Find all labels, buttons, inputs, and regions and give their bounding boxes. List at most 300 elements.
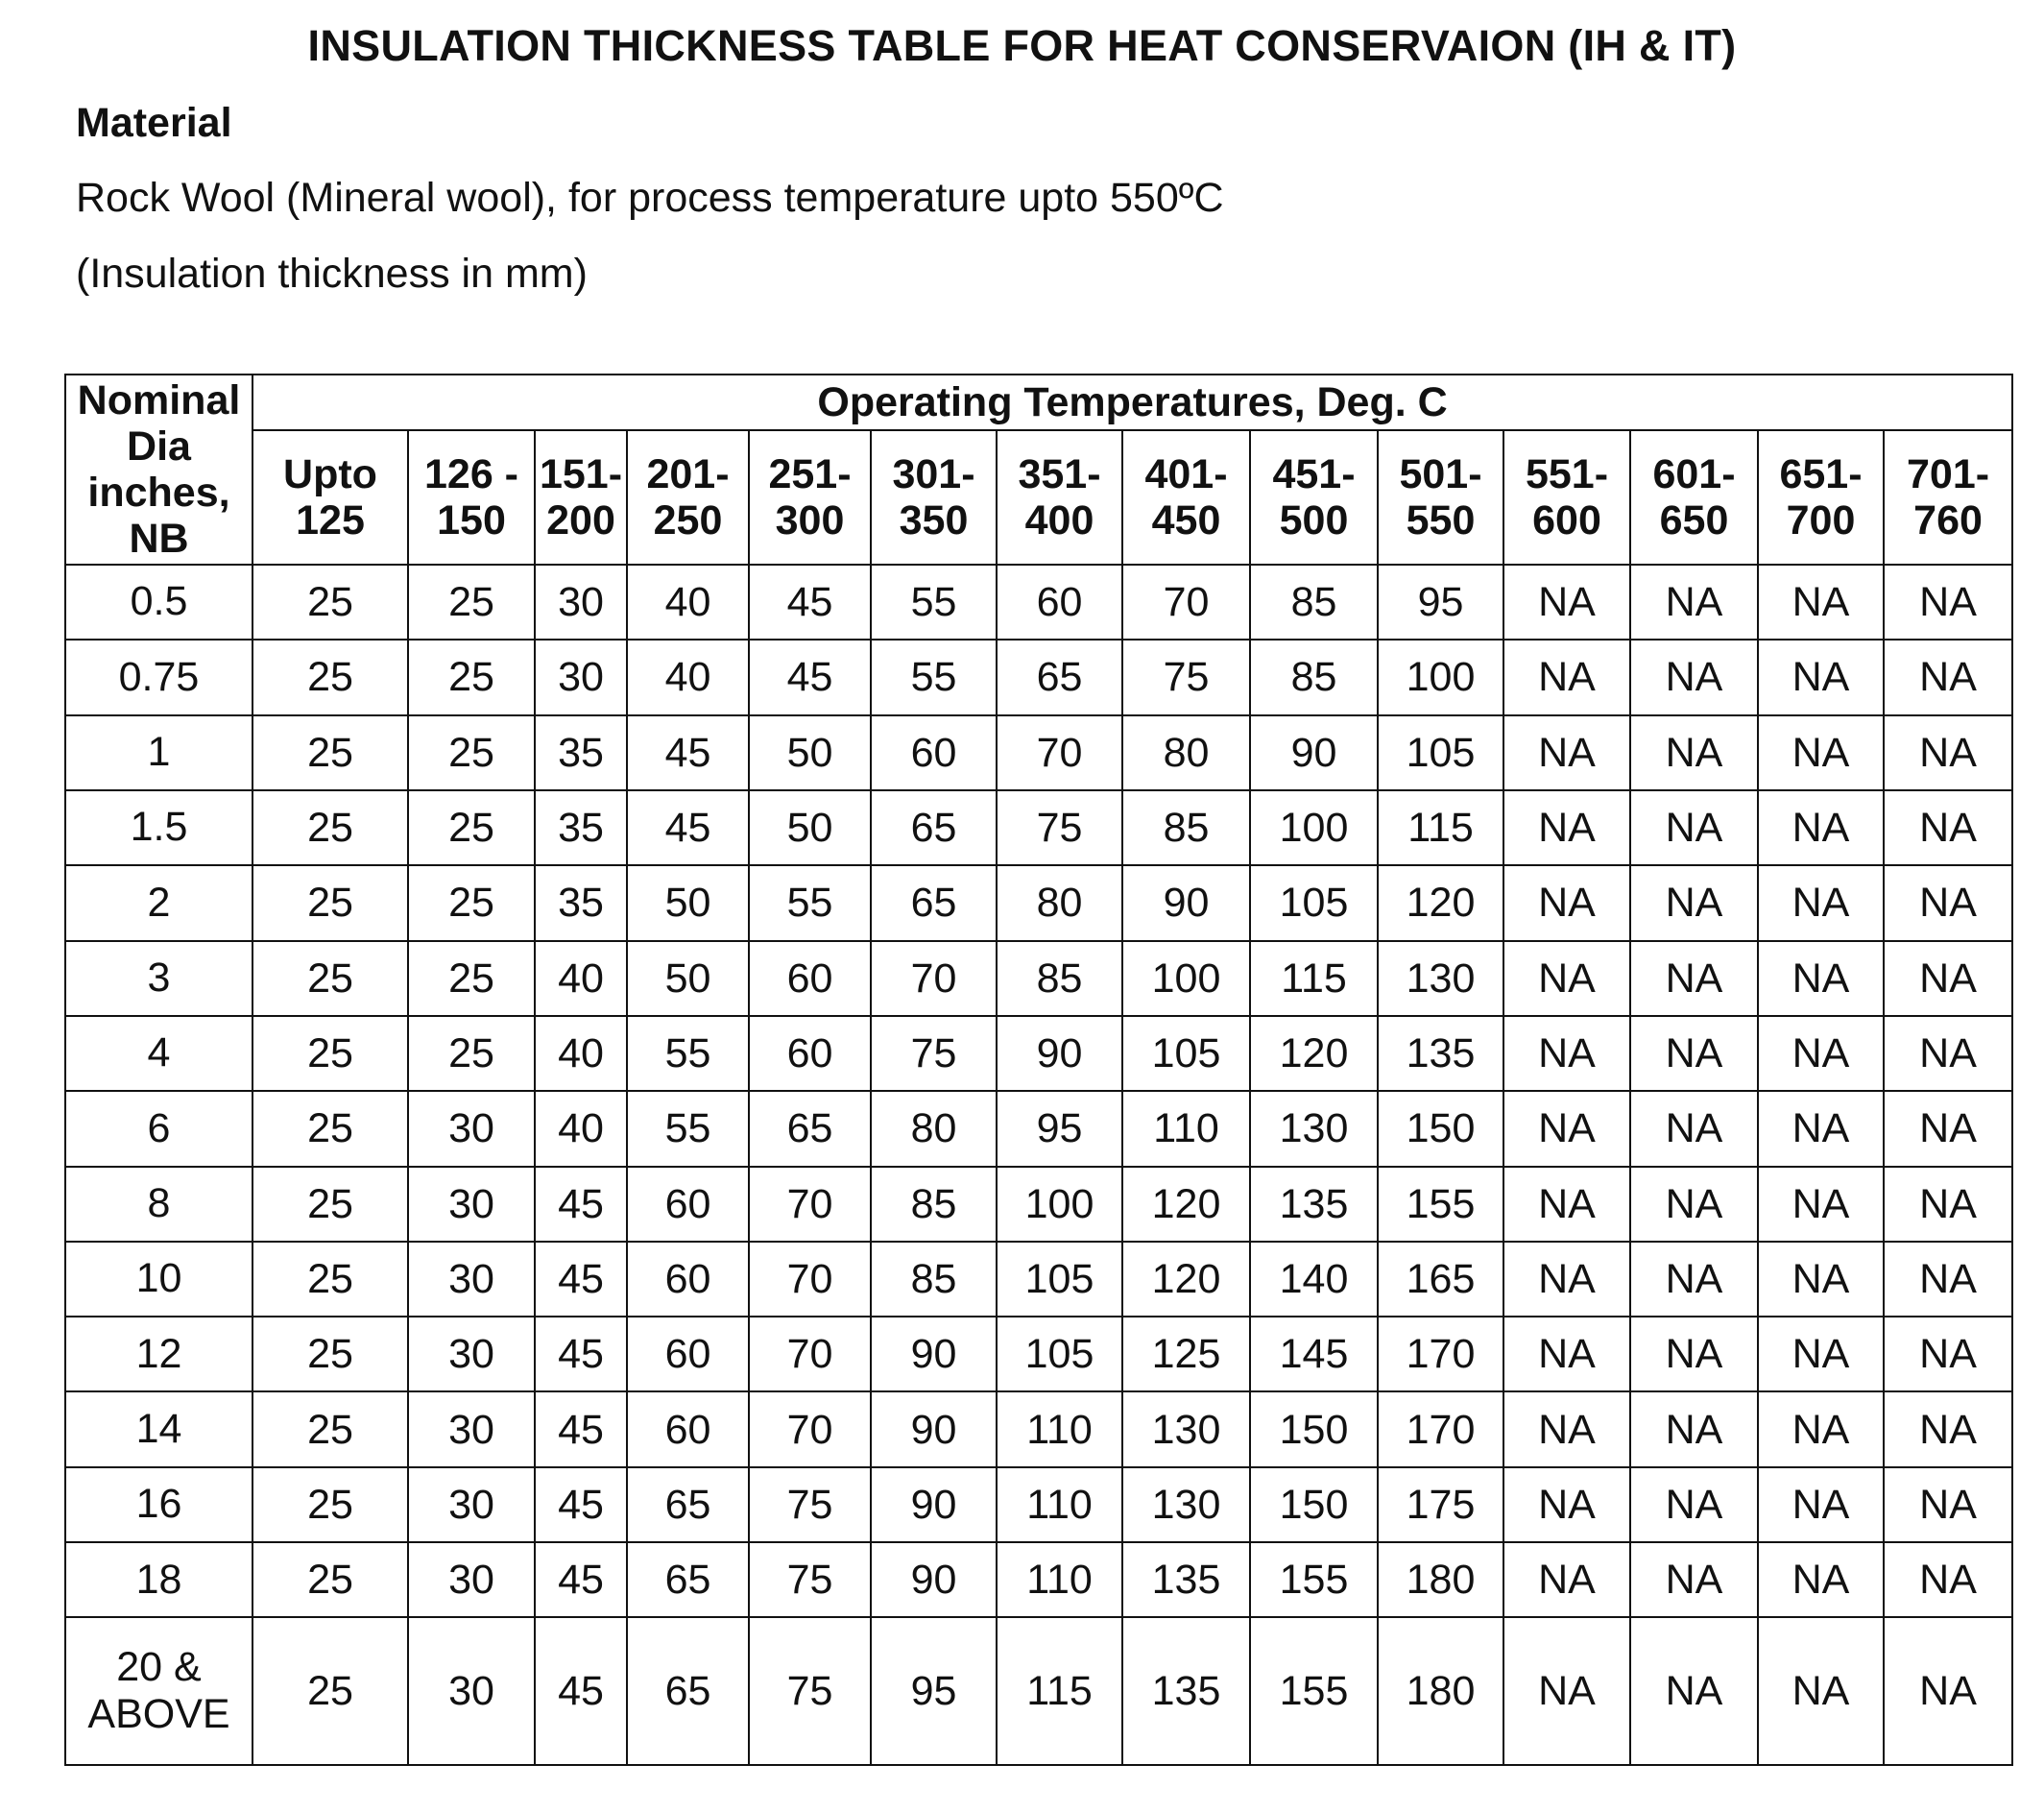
thickness-cell: NA <box>1503 715 1630 790</box>
thickness-cell: NA <box>1758 1542 1884 1617</box>
thickness-cell: 45 <box>749 565 871 640</box>
thickness-cell: 25 <box>408 865 535 940</box>
thickness-cell: 65 <box>749 1091 871 1166</box>
thickness-cell: 45 <box>535 1542 627 1617</box>
thickness-cell: 35 <box>535 715 627 790</box>
thickness-cell: 90 <box>871 1542 997 1617</box>
thickness-cell: 115 <box>997 1617 1122 1765</box>
thickness-cell: NA <box>1884 1242 2012 1317</box>
thickness-cell: 105 <box>997 1317 1122 1391</box>
thickness-cell: 165 <box>1378 1242 1503 1317</box>
thickness-cell: NA <box>1630 1242 1758 1317</box>
thickness-cell: NA <box>1630 865 1758 940</box>
temp-range-header <box>1884 430 2012 565</box>
nominal-dia-line: 14 <box>135 1405 182 1452</box>
thickness-cell: 75 <box>749 1617 871 1765</box>
thickness-cell: NA <box>1758 715 1884 790</box>
thickness-cell: NA <box>1503 1016 1630 1091</box>
thickness-cell: 130 <box>1250 1091 1378 1166</box>
thickness-cell: 65 <box>627 1542 749 1617</box>
thickness-cell: 30 <box>408 1467 535 1542</box>
temp-range-header <box>1378 430 1503 565</box>
thickness-cell: 155 <box>1250 1617 1378 1765</box>
thickness-cell: 150 <box>1250 1391 1378 1466</box>
thickness-cell: 90 <box>871 1317 997 1391</box>
thickness-cell: 60 <box>997 565 1122 640</box>
thickness-cell: 135 <box>1122 1542 1250 1617</box>
thickness-cell: 25 <box>408 941 535 1016</box>
thickness-cell: 40 <box>535 1016 627 1091</box>
thickness-cell: 25 <box>252 715 408 790</box>
thickness-cell: 90 <box>871 1467 997 1542</box>
thickness-cell: NA <box>1503 1391 1630 1466</box>
thickness-cell: 105 <box>1122 1016 1250 1091</box>
thickness-cell: 80 <box>1122 715 1250 790</box>
thickness-cell: 145 <box>1250 1317 1378 1391</box>
temp-range-line: 451- <box>1272 450 1356 497</box>
thickness-cell: 150 <box>1378 1091 1503 1166</box>
thickness-cell: 25 <box>252 1091 408 1166</box>
thickness-cell: 170 <box>1378 1317 1503 1391</box>
nominal-dia-line: 0.75 <box>118 653 200 700</box>
thickness-cell: 70 <box>749 1317 871 1391</box>
thickness-cell: 25 <box>252 865 408 940</box>
thickness-cell: NA <box>1884 715 2012 790</box>
thickness-cell: NA <box>1884 1317 2012 1391</box>
thickness-cell: 105 <box>997 1242 1122 1317</box>
thickness-cell: 85 <box>1250 640 1378 714</box>
thickness-cell: 30 <box>535 565 627 640</box>
thickness-cell: NA <box>1503 790 1630 865</box>
thickness-cell: 90 <box>871 1391 997 1466</box>
thickness-cell: 140 <box>1250 1242 1378 1317</box>
thickness-cell: 65 <box>627 1617 749 1765</box>
thickness-cell: 55 <box>627 1091 749 1166</box>
thickness-cell: NA <box>1884 565 2012 640</box>
thickness-cell: 25 <box>408 640 535 714</box>
thickness-cell: NA <box>1630 1016 1758 1091</box>
thickness-cell: 70 <box>871 941 997 1016</box>
thickness-cell: NA <box>1758 1242 1884 1317</box>
thickness-cell: 30 <box>408 1391 535 1466</box>
dia-header-line: Dia <box>127 423 191 470</box>
material-label: Material <box>76 100 232 146</box>
thickness-cell: 30 <box>408 1617 535 1765</box>
table-row <box>65 1617 2012 1765</box>
nominal-dia-line: 3 <box>147 955 171 1001</box>
thickness-cell: 135 <box>1250 1167 1378 1242</box>
thickness-cell: NA <box>1503 941 1630 1016</box>
thickness-cell: 105 <box>1250 865 1378 940</box>
temp-range-header <box>535 430 627 565</box>
temp-range-line: 551- <box>1525 450 1609 497</box>
temp-range-header <box>871 430 997 565</box>
temp-range-header <box>627 430 749 565</box>
nominal-dia-line: ABOVE <box>87 1691 230 1738</box>
operating-temperatures-header: Operating Temperatures, Deg. C <box>252 375 2012 430</box>
thickness-cell: NA <box>1758 790 1884 865</box>
thickness-cell: 75 <box>749 1542 871 1617</box>
table-row <box>65 640 2012 714</box>
nominal-dia-line: 0.5 <box>130 578 188 625</box>
thickness-cell: 85 <box>1122 790 1250 865</box>
thickness-cell: NA <box>1758 1391 1884 1466</box>
thickness-cell: 90 <box>1250 715 1378 790</box>
thickness-cell: 95 <box>1378 565 1503 640</box>
thickness-cell: 45 <box>627 715 749 790</box>
temp-range-line: 450 <box>1151 497 1221 544</box>
thickness-cell: 85 <box>1250 565 1378 640</box>
thickness-cell: 100 <box>1122 941 1250 1016</box>
thickness-cell: 60 <box>749 1016 871 1091</box>
thickness-cell: 130 <box>1122 1391 1250 1466</box>
table-row <box>65 1542 2012 1617</box>
temp-range-line: 350 <box>899 497 969 544</box>
thickness-cell: 45 <box>535 1467 627 1542</box>
thickness-cell: NA <box>1630 1167 1758 1242</box>
temp-range-header <box>1503 430 1630 565</box>
thickness-cell: 25 <box>252 1317 408 1391</box>
thickness-cell: 110 <box>997 1391 1122 1466</box>
thickness-cell: 25 <box>252 1542 408 1617</box>
thickness-cell: 45 <box>749 640 871 714</box>
nominal-dia-cell <box>65 1391 252 1466</box>
thickness-cell: 25 <box>252 790 408 865</box>
thickness-cell: 70 <box>749 1391 871 1466</box>
thickness-cell: 50 <box>627 865 749 940</box>
thickness-cell: NA <box>1630 1542 1758 1617</box>
thickness-cell: 30 <box>408 1542 535 1617</box>
nominal-dia-cell <box>65 941 252 1016</box>
thickness-cell: 115 <box>1250 941 1378 1016</box>
thickness-cell: 85 <box>871 1242 997 1317</box>
thickness-cell: 60 <box>627 1242 749 1317</box>
thickness-cell: NA <box>1630 640 1758 714</box>
nominal-dia-cell <box>65 565 252 640</box>
thickness-cell: 55 <box>871 640 997 714</box>
thickness-cell: 135 <box>1122 1617 1250 1765</box>
temp-range-line: 500 <box>1279 497 1349 544</box>
thickness-cell: 40 <box>627 565 749 640</box>
temp-range-line: 700 <box>1786 497 1856 544</box>
thickness-cell: 30 <box>408 1317 535 1391</box>
temp-range-header <box>749 430 871 565</box>
thickness-cell: 120 <box>1250 1016 1378 1091</box>
thickness-cell: 60 <box>627 1391 749 1466</box>
thickness-cell: 90 <box>1122 865 1250 940</box>
thickness-cell: 25 <box>252 941 408 1016</box>
thickness-cell: 85 <box>871 1167 997 1242</box>
temp-range-header <box>408 430 535 565</box>
thickness-cell: 130 <box>1378 941 1503 1016</box>
temp-range-line: 201- <box>646 450 730 497</box>
thickness-cell: 40 <box>535 941 627 1016</box>
thickness-cell: 105 <box>1378 715 1503 790</box>
thickness-cell: NA <box>1758 941 1884 1016</box>
temp-range-header <box>997 430 1122 565</box>
table-body <box>65 565 2012 1765</box>
thickness-cell: 75 <box>871 1016 997 1091</box>
thickness-cell: 100 <box>997 1167 1122 1242</box>
temp-range-line: 650 <box>1659 497 1729 544</box>
temp-range-line: 126 - <box>423 450 518 497</box>
thickness-cell: 75 <box>1122 640 1250 714</box>
nominal-dia-cell <box>65 1242 252 1317</box>
thickness-cell: NA <box>1758 865 1884 940</box>
thickness-cell: 65 <box>871 790 997 865</box>
thickness-cell: 45 <box>627 790 749 865</box>
thickness-cell: 70 <box>1122 565 1250 640</box>
thickness-cell: NA <box>1758 1167 1884 1242</box>
thickness-cell: 60 <box>627 1167 749 1242</box>
thickness-cell: 75 <box>749 1467 871 1542</box>
temp-range-line: 150 <box>437 497 506 544</box>
thickness-cell: 30 <box>408 1091 535 1166</box>
temp-range-line: 600 <box>1532 497 1601 544</box>
thickness-cell: NA <box>1884 1542 2012 1617</box>
thickness-cell: 180 <box>1378 1542 1503 1617</box>
nominal-dia-line: 8 <box>147 1179 171 1226</box>
thickness-cell: 60 <box>627 1317 749 1391</box>
thickness-cell: 65 <box>871 865 997 940</box>
temp-range-line: 400 <box>1024 497 1094 544</box>
nominal-dia-line: 1.5 <box>130 804 188 851</box>
table-row <box>65 1467 2012 1542</box>
temp-range-header <box>252 430 408 565</box>
thickness-cell: 75 <box>997 790 1122 865</box>
thickness-cell: 25 <box>408 565 535 640</box>
thickness-cell: NA <box>1630 1617 1758 1765</box>
table-row <box>65 1391 2012 1466</box>
thickness-cell: NA <box>1884 1016 2012 1091</box>
thickness-cell: 135 <box>1378 1016 1503 1091</box>
nominal-dia-cell <box>65 865 252 940</box>
thickness-cell: 30 <box>408 1242 535 1317</box>
unit-note: (Insulation thickness in mm) <box>76 251 588 297</box>
thickness-cell: 100 <box>1250 790 1378 865</box>
thickness-cell: 115 <box>1378 790 1503 865</box>
temp-range-line: 151- <box>539 450 623 497</box>
thickness-cell: NA <box>1630 790 1758 865</box>
thickness-cell: NA <box>1884 790 2012 865</box>
nominal-dia-cell <box>65 1617 252 1765</box>
nominal-dia-line: 20 & <box>116 1643 202 1690</box>
nominal-dia-cell <box>65 1317 252 1391</box>
table-row <box>65 1016 2012 1091</box>
thickness-cell: 30 <box>408 1167 535 1242</box>
temp-range-header <box>1630 430 1758 565</box>
nominal-dia-cell <box>65 1016 252 1091</box>
thickness-cell: 90 <box>997 1016 1122 1091</box>
thickness-cell: 55 <box>749 865 871 940</box>
thickness-cell: 110 <box>1122 1091 1250 1166</box>
thickness-cell: 100 <box>1378 640 1503 714</box>
thickness-cell: NA <box>1884 1167 2012 1242</box>
thickness-cell: NA <box>1503 1467 1630 1542</box>
thickness-cell: 45 <box>535 1391 627 1466</box>
thickness-cell: 85 <box>997 941 1122 1016</box>
nominal-dia-line: 18 <box>135 1556 182 1603</box>
thickness-cell: 65 <box>997 640 1122 714</box>
thickness-cell: 150 <box>1250 1467 1378 1542</box>
nominal-dia-line: 1 <box>147 729 171 776</box>
thickness-cell: 125 <box>1122 1317 1250 1391</box>
thickness-cell: 40 <box>627 640 749 714</box>
nominal-dia-cell <box>65 1167 252 1242</box>
table-row <box>65 1317 2012 1391</box>
thickness-cell: NA <box>1884 1391 2012 1466</box>
table-row <box>65 941 2012 1016</box>
thickness-cell: 25 <box>252 1167 408 1242</box>
thickness-cell: 170 <box>1378 1391 1503 1466</box>
thickness-cell: 25 <box>252 640 408 714</box>
temp-range-line: 760 <box>1913 497 1983 544</box>
temp-range-line: 300 <box>775 497 845 544</box>
thickness-cell: 180 <box>1378 1617 1503 1765</box>
thickness-cell: 155 <box>1378 1167 1503 1242</box>
thickness-cell: NA <box>1503 1542 1630 1617</box>
thickness-cell: NA <box>1630 1391 1758 1466</box>
thickness-cell: 55 <box>627 1016 749 1091</box>
nominal-dia-cell <box>65 715 252 790</box>
dia-column-header <box>65 375 252 565</box>
thickness-cell: 70 <box>749 1242 871 1317</box>
temperature-range-header-row <box>65 430 2012 565</box>
temp-range-line: 250 <box>653 497 723 544</box>
thickness-cell: 50 <box>627 941 749 1016</box>
dia-header-line: NB <box>129 516 189 563</box>
thickness-cell: 70 <box>997 715 1122 790</box>
thickness-cell: NA <box>1503 865 1630 940</box>
thickness-cell: 30 <box>535 640 627 714</box>
dia-header-line: inches, <box>87 470 230 516</box>
thickness-cell: 130 <box>1122 1467 1250 1542</box>
nominal-dia-line: 4 <box>147 1029 171 1076</box>
temp-range-line: 550 <box>1406 497 1476 544</box>
thickness-cell: NA <box>1758 1016 1884 1091</box>
temp-range-header <box>1250 430 1378 565</box>
thickness-cell: NA <box>1630 565 1758 640</box>
thickness-cell: NA <box>1758 1617 1884 1765</box>
thickness-cell: 45 <box>535 1242 627 1317</box>
temp-range-line: 601- <box>1652 450 1736 497</box>
document-title: INSULATION THICKNESS TABLE FOR HEAT CONSERVAION (IH & IT) <box>307 21 1737 70</box>
thickness-cell: NA <box>1884 941 2012 1016</box>
thickness-cell: 25 <box>408 790 535 865</box>
temp-range-line: 251- <box>768 450 852 497</box>
temp-range-line: 701- <box>1907 450 1990 497</box>
thickness-cell: 25 <box>252 1016 408 1091</box>
table-row <box>65 715 2012 790</box>
thickness-cell: 25 <box>408 715 535 790</box>
nominal-dia-line: 16 <box>135 1481 182 1528</box>
temp-range-line: 200 <box>546 497 615 544</box>
thickness-cell: 25 <box>252 565 408 640</box>
thickness-cell: 35 <box>535 865 627 940</box>
thickness-cell: NA <box>1630 941 1758 1016</box>
table-row <box>65 1242 2012 1317</box>
thickness-cell: 45 <box>535 1167 627 1242</box>
thickness-cell: NA <box>1630 1091 1758 1166</box>
temp-range-line: 125 <box>296 497 365 544</box>
table-row <box>65 565 2012 640</box>
thickness-cell: NA <box>1503 1317 1630 1391</box>
thickness-cell: 80 <box>871 1091 997 1166</box>
thickness-cell: 120 <box>1122 1167 1250 1242</box>
thickness-cell: NA <box>1503 1242 1630 1317</box>
table-row <box>65 1091 2012 1166</box>
thickness-cell: 175 <box>1378 1467 1503 1542</box>
nominal-dia-line: 10 <box>135 1255 182 1302</box>
thickness-cell: NA <box>1758 640 1884 714</box>
thickness-cell: 25 <box>252 1391 408 1466</box>
table-row <box>65 790 2012 865</box>
thickness-cell: 110 <box>997 1467 1122 1542</box>
nominal-dia-cell <box>65 1542 252 1617</box>
thickness-cell: 60 <box>749 941 871 1016</box>
thickness-cell: 45 <box>535 1317 627 1391</box>
thickness-cell: NA <box>1503 565 1630 640</box>
temp-range-header <box>1758 430 1884 565</box>
thickness-cell: 70 <box>749 1167 871 1242</box>
thickness-cell: NA <box>1884 640 2012 714</box>
nominal-dia-cell <box>65 1467 252 1542</box>
nominal-dia-line: 12 <box>135 1330 182 1377</box>
temp-range-line: 651- <box>1779 450 1863 497</box>
thickness-cell: 95 <box>997 1091 1122 1166</box>
thickness-cell: NA <box>1758 1467 1884 1542</box>
thickness-cell: 25 <box>252 1617 408 1765</box>
thickness-cell: NA <box>1630 1467 1758 1542</box>
thickness-cell: 110 <box>997 1542 1122 1617</box>
table-row <box>65 1167 2012 1242</box>
temp-range-line: 501- <box>1399 450 1482 497</box>
nominal-dia-cell <box>65 640 252 714</box>
thickness-cell: 155 <box>1250 1542 1378 1617</box>
thickness-cell: 60 <box>871 715 997 790</box>
thickness-cell: 45 <box>535 1617 627 1765</box>
material-description: Rock Wool (Mineral wool), for process temperature upto 550ºC <box>76 175 1224 221</box>
thickness-cell: NA <box>1503 1167 1630 1242</box>
temp-range-header <box>1122 430 1250 565</box>
thickness-cell: 95 <box>871 1617 997 1765</box>
thickness-cell: 50 <box>749 790 871 865</box>
thickness-cell: 50 <box>749 715 871 790</box>
temp-range-line: Upto <box>283 450 377 497</box>
dia-header-line: Nominal <box>77 376 241 423</box>
nominal-dia-cell <box>65 790 252 865</box>
thickness-cell: NA <box>1503 1091 1630 1166</box>
temp-range-line: 401- <box>1144 450 1228 497</box>
thickness-cell: 120 <box>1378 865 1503 940</box>
thickness-cell: NA <box>1503 640 1630 714</box>
thickness-cell: NA <box>1884 1091 2012 1166</box>
thickness-cell: NA <box>1758 565 1884 640</box>
thickness-cell: 65 <box>627 1467 749 1542</box>
thickness-cell: 40 <box>535 1091 627 1166</box>
temp-range-line: 351- <box>1018 450 1101 497</box>
thickness-cell: NA <box>1758 1091 1884 1166</box>
temp-range-line: 301- <box>892 450 975 497</box>
thickness-cell: 25 <box>252 1242 408 1317</box>
nominal-dia-line: 6 <box>147 1104 171 1151</box>
thickness-cell: NA <box>1758 1317 1884 1391</box>
thickness-cell: NA <box>1884 1617 2012 1765</box>
nominal-dia-line: 2 <box>147 879 171 926</box>
thickness-cell: 120 <box>1122 1242 1250 1317</box>
thickness-cell: 25 <box>252 1467 408 1542</box>
nominal-dia-cell <box>65 1091 252 1166</box>
